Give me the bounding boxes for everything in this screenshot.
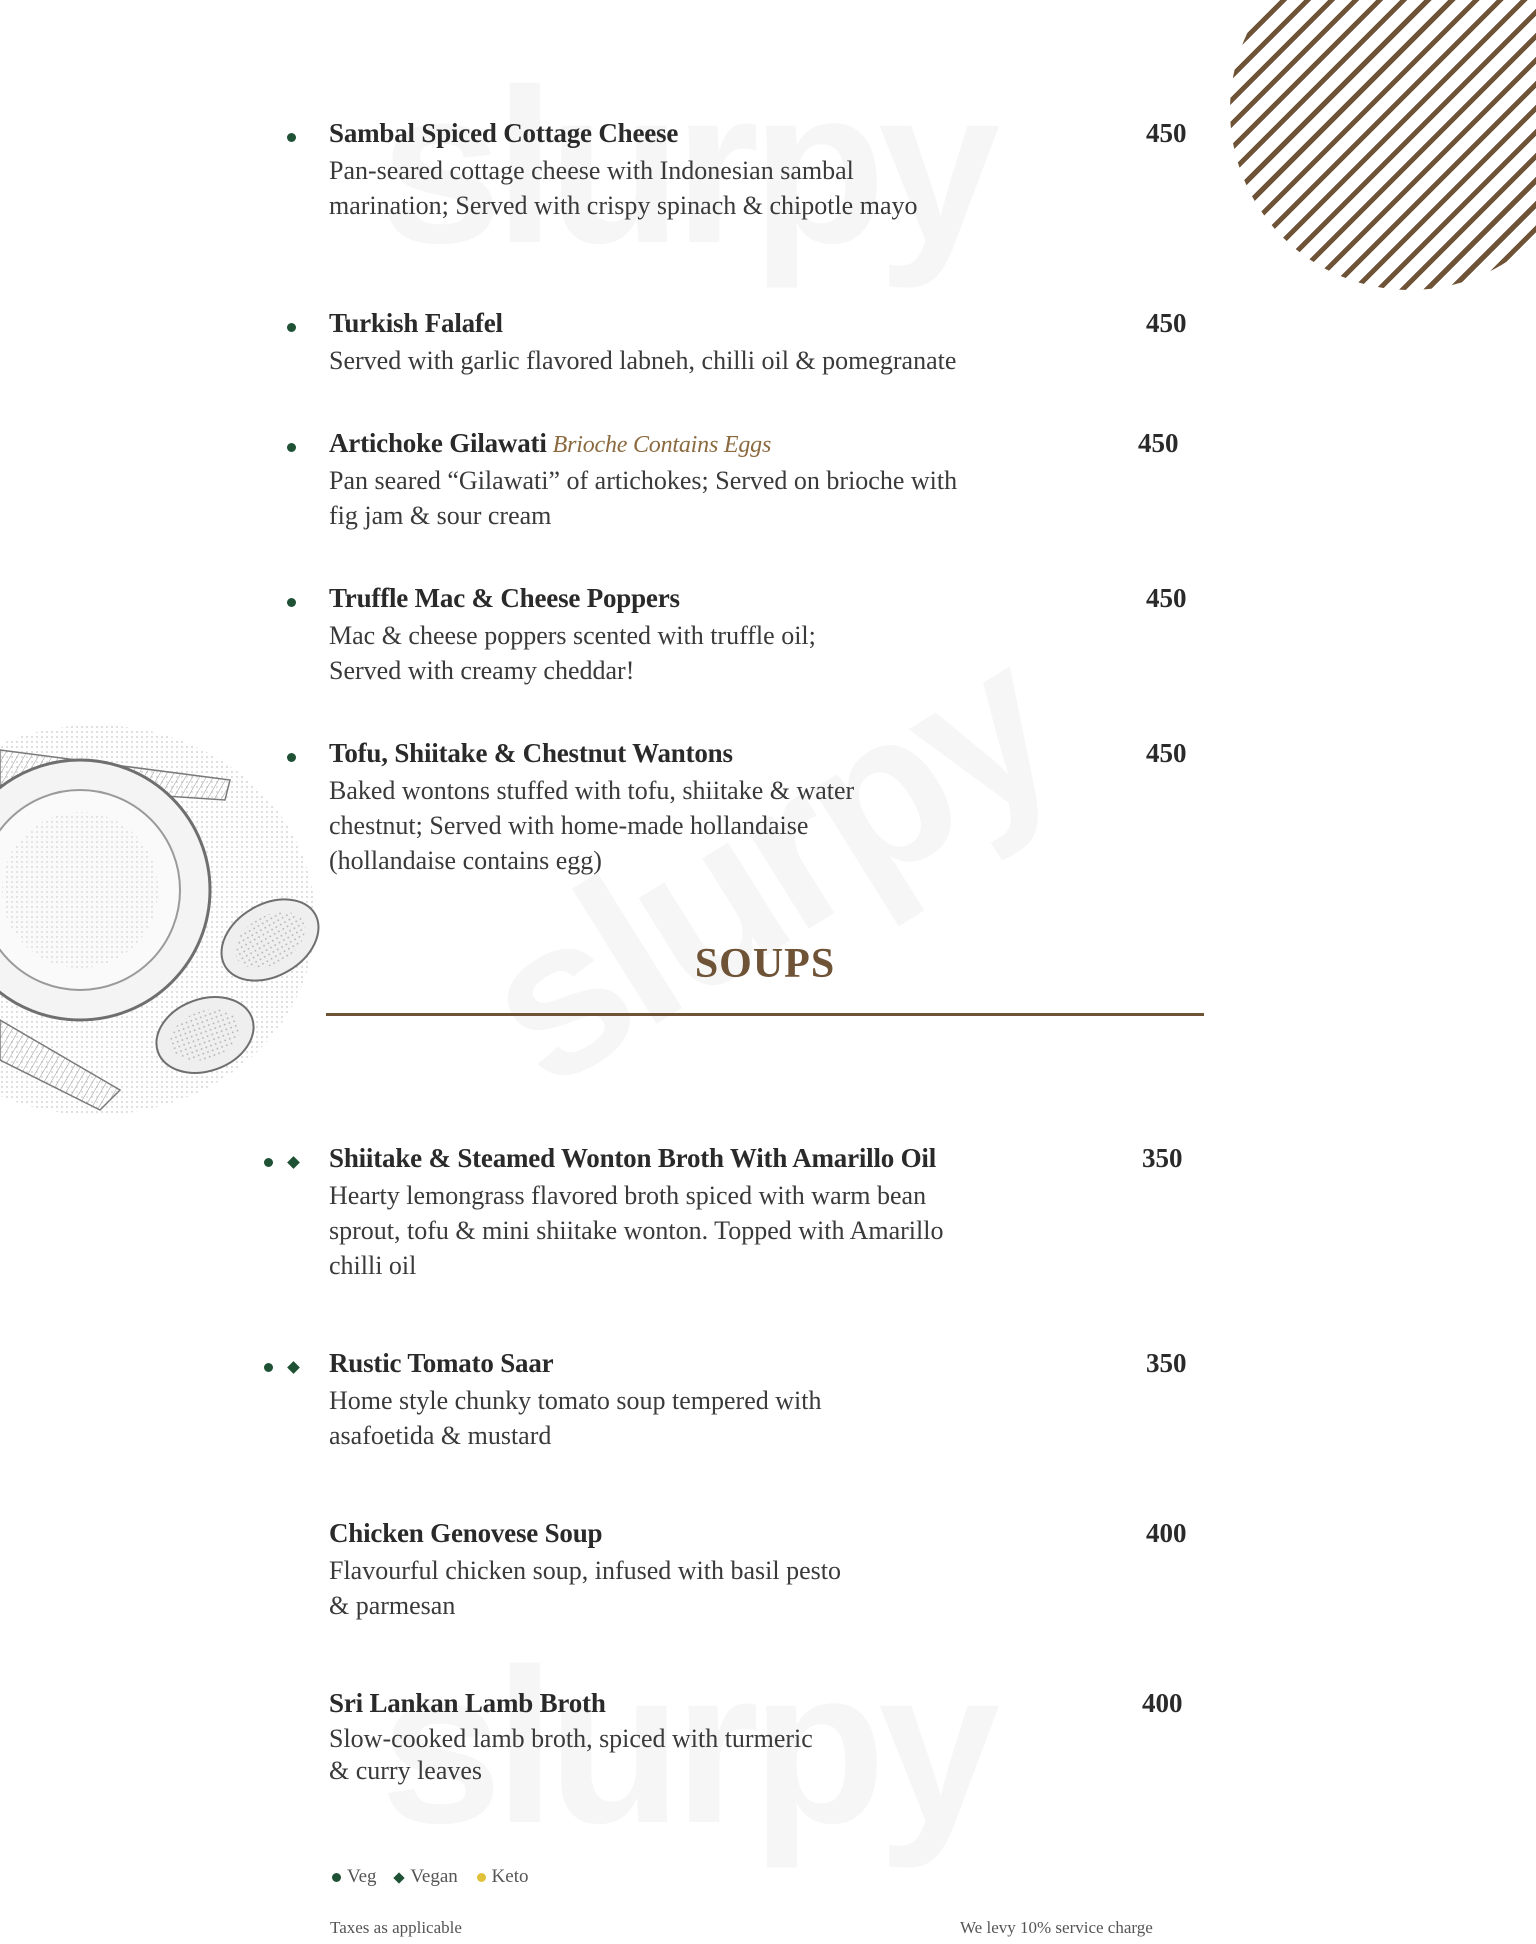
diet-legend — [332, 1866, 542, 1888]
veg-icon — [287, 753, 296, 762]
service-charge-note: We levy 10% service charge — [960, 1918, 1153, 1937]
item-price: 450 — [1146, 583, 1187, 613]
item-name: Turkish Falafel — [329, 308, 503, 338]
item-price: 400 — [1146, 1518, 1187, 1548]
item-description: Baked wontons stuffed with tofu, shiitake & water chestnut; Served with home-made hollandaise (hollandaise contains egg) — [329, 776, 855, 875]
item-description: Served with garlic flavored labneh, chilli oil & pomegranate — [329, 346, 957, 375]
item-description: Slow-cooked lamb broth, spiced with turmeric & curry leaves — [329, 1724, 813, 1785]
item-description: Pan seared “Gilawati” of artichokes; Served on brioche with fig jam & sour cream — [329, 466, 958, 530]
veg-icon — [264, 1158, 273, 1167]
allergen-note: Brioche Contains Eggs — [552, 432, 772, 458]
item-price: 450 — [1138, 428, 1179, 458]
item-name: Artichoke Gilawati Brioche Contains Eggs — [329, 428, 772, 458]
soup-bowl-illustration — [0, 690, 330, 1140]
veg-icon — [264, 1363, 273, 1372]
item-description: Mac & cheese poppers scented with truffle oil; Served with creamy cheddar! — [329, 621, 816, 685]
item-name: Tofu, Shiitake & Chestnut Wantons — [329, 738, 733, 768]
veg-icon — [332, 1873, 341, 1882]
veg-icon — [287, 323, 296, 332]
keto-icon — [477, 1873, 486, 1882]
item-description: Flavourful chicken soup, infused with basil pesto & parmesan — [329, 1556, 841, 1620]
item-name: Sri Lankan Lamb Broth — [329, 1688, 606, 1718]
item-price: 450 — [1146, 118, 1187, 148]
section-title-soups: SOUPS — [694, 941, 836, 987]
item-name: Chicken Genovese Soup — [329, 1518, 603, 1548]
item-price: 400 — [1142, 1688, 1183, 1718]
item-name: Sambal Spiced Cottage Cheese — [329, 118, 679, 148]
legend-veg: Veg — [332, 1866, 377, 1888]
section-divider — [326, 1013, 1204, 1016]
item-price: 350 — [1146, 1348, 1187, 1378]
legend-vegan: Vegan — [395, 1866, 457, 1888]
veg-icon — [287, 133, 296, 142]
item-price: 350 — [1142, 1143, 1183, 1173]
striped-circle-decoration — [1230, 0, 1536, 290]
item-description: Hearty lemongrass flavored broth spiced with warm bean sprout, tofu & mini shiitake wonton. Topped with Amarillo chilli oil — [329, 1181, 944, 1280]
item-name: Rustic Tomato Saar — [329, 1348, 554, 1378]
item-description: Pan-seared cottage cheese with Indonesian sambal marination; Served with crispy spinach & chipotle mayo — [329, 156, 918, 220]
item-price: 450 — [1146, 738, 1187, 768]
item-description: Home style chunky tomato soup tempered with asafoetida & mustard — [329, 1386, 822, 1450]
vegan-icon — [287, 1156, 300, 1169]
item-name: Truffle Mac & Cheese Poppers — [329, 583, 680, 613]
vegan-icon — [287, 1361, 300, 1374]
vegan-icon — [394, 1872, 405, 1883]
veg-icon — [287, 598, 296, 607]
legend-keto: Keto — [477, 1866, 529, 1888]
veg-icon — [287, 443, 296, 452]
item-name: Shiitake & Steamed Wonton Broth With Amarillo Oil — [329, 1143, 937, 1173]
item-price: 450 — [1146, 308, 1187, 338]
taxes-note: Taxes as applicable — [330, 1918, 462, 1937]
